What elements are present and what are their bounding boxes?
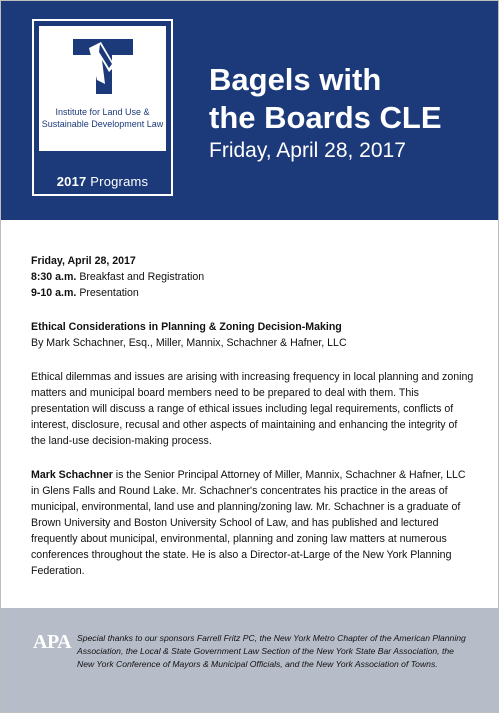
- logo-year-programs: [34, 174, 171, 189]
- schedule-item: [31, 285, 475, 301]
- schedule-item: [31, 269, 475, 285]
- talk-title: Ethical Considerations in Planning & Zoning Decision-Making: [31, 321, 342, 333]
- gavel-t-logo-icon: [39, 26, 166, 106]
- schedule-label: Presentation: [79, 287, 139, 299]
- sponsor-thanks: Special thanks to our sponsors Farrell Fritz PC, the New York Metro Chapter of the American Planning Association, the Local & State Government Law Section of the New York State Bar Association, the New York Conference of Mayors & Municipal Officials, and the New York Association of Towns.: [77, 633, 466, 669]
- logo-panel: [39, 26, 166, 151]
- talk-description: Ethical dilemmas and issues are arising with increasing frequency in local planning and zoning matters and municipal board members need to be prepared to deal with them. This presentation will discuss a range of ethical issues including legal requirements, conflicts of interest, disclosure, recusal and other aspects of maintaining and enhancing the integrity of the land-use decision-making process.: [31, 371, 474, 447]
- institute-logo: [32, 19, 173, 196]
- event-title: [209, 61, 494, 137]
- schedule-label: Breakfast and Registration: [79, 271, 205, 283]
- header-banner: [1, 1, 498, 220]
- schedule: [31, 253, 475, 301]
- logo-caption-line1: Institute for Land Use &: [55, 107, 150, 117]
- apa-logo: APA: [33, 631, 72, 653]
- event-title-line1: Bagels with: [209, 62, 382, 97]
- talk-byline: By Mark Schachner, Esq., Miller, Mannix, Schachner & Hafner, LLC: [31, 337, 347, 349]
- event-title-line2: the Boards CLE: [209, 100, 442, 135]
- flyer-body: [31, 253, 475, 579]
- speaker-name: Mark Schachner: [31, 469, 113, 481]
- logo-programs: Programs: [90, 174, 149, 189]
- speaker-bio: [31, 467, 475, 579]
- schedule-time: 9-10 a.m.: [31, 287, 77, 299]
- logo-year: 2017: [56, 174, 87, 189]
- logo-caption: [39, 106, 166, 130]
- sponsor-footer: [1, 608, 498, 712]
- event-date: Friday, April 28, 2017: [209, 139, 406, 162]
- speaker-bio-text: is the Senior Principal Attorney of Miller, Mannix, Schachner & Hafner, LLC in Glens Falls and Round Lake. Mr. Schachner's concentrates his practice in the areas of municipal, environmental, land use and planning/zoning law. Mr. Schachner is a graduate of Brown University and Boston University School of Law, and has published and lectured frequently about municipal, environmental, planning and zoning law matters at numerous conferences throughout the state. He is also a Director-at-Large of the New York Planning Federation.: [31, 469, 466, 577]
- logo-caption-line2: Sustainable Development Law: [41, 119, 164, 129]
- schedule-time: 8:30 a.m.: [31, 271, 77, 283]
- schedule-date: Friday, April 28, 2017: [31, 255, 136, 267]
